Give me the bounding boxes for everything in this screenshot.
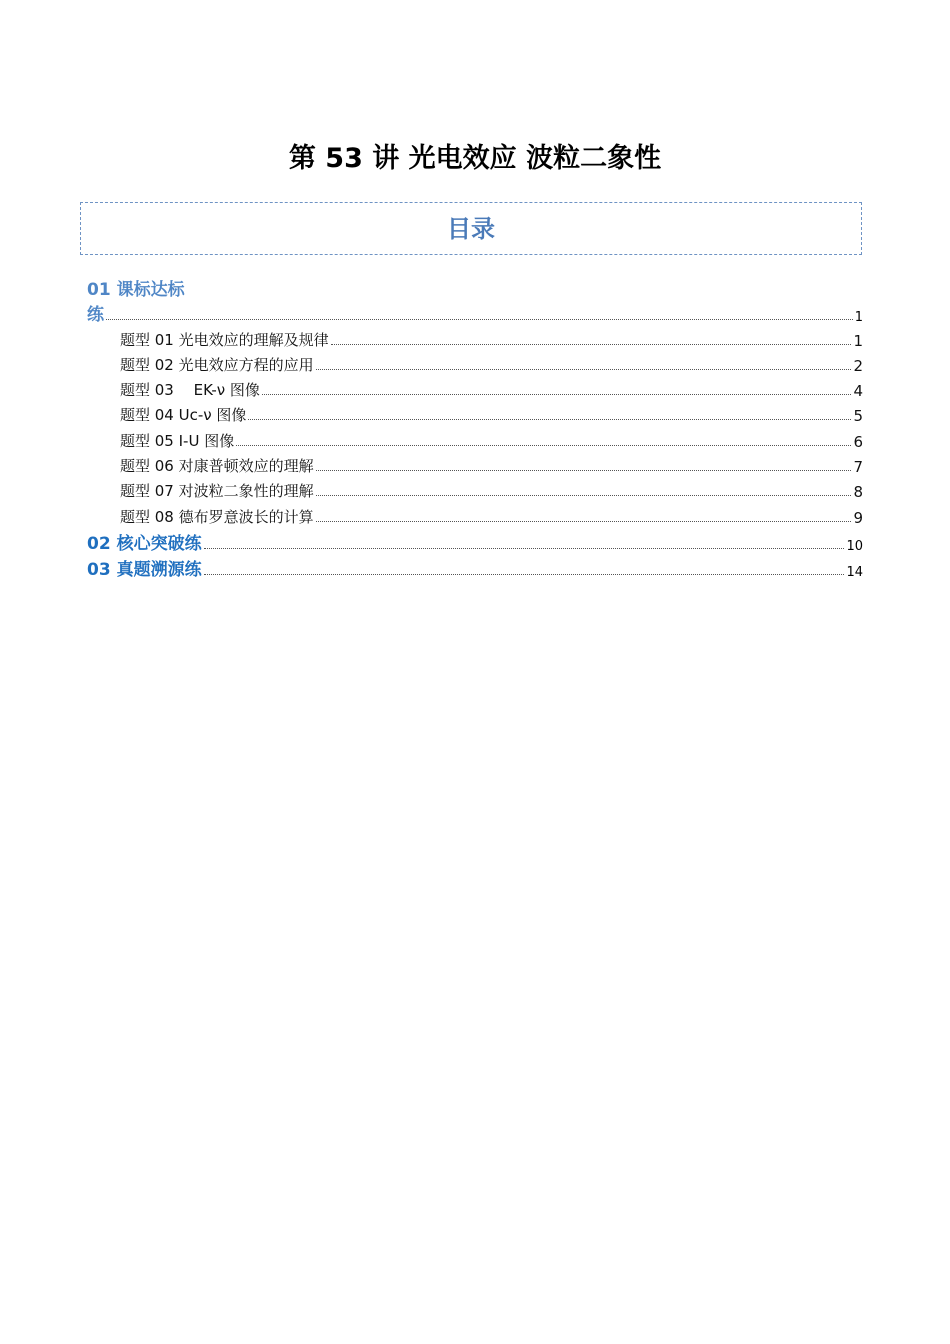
dot-leader (316, 495, 852, 496)
toc-item-label: 题型 05 I-U 图像 (120, 432, 235, 450)
toc-item-label: 题型 01 光电效应的理解及规律 (120, 331, 329, 349)
dot-leader (248, 419, 851, 420)
toc-page-number: 8 (853, 483, 863, 501)
toc-page-number: 14 (846, 565, 863, 580)
toc-item-label: 题型 07 对波粒二象性的理解 (120, 482, 314, 500)
dot-leader (204, 574, 845, 575)
toc-entry-section-1[interactable] (87, 303, 863, 325)
toc-page-number: 9 (853, 509, 863, 527)
toc-header-box (80, 202, 862, 255)
toc-section-2-label: 02 核心突破练 (87, 534, 202, 554)
toc-item-label: 题型 02 光电效应方程的应用 (120, 356, 314, 374)
dot-leader (236, 445, 851, 446)
dot-leader (106, 319, 853, 320)
toc-page-number: 5 (853, 407, 863, 425)
toc-section-1-label-line1[interactable]: 01 课标达标 (87, 280, 185, 300)
dot-leader (316, 470, 852, 471)
toc-page-number: 2 (853, 357, 863, 375)
toc-section-3-label: 03 真题溯源练 (87, 560, 202, 580)
toc-entry-item-4[interactable] (120, 403, 863, 425)
dot-leader (316, 521, 852, 522)
toc-item-label: 题型 03 EK-ν 图像 (120, 381, 260, 399)
toc-item-label: 题型 08 德布罗意波长的计算 (120, 508, 314, 526)
dot-leader (316, 369, 852, 370)
page-title: 第 53 讲 光电效应 波粒二象性 (288, 143, 662, 174)
dot-leader (331, 344, 852, 345)
toc-page-number: 10 (846, 539, 863, 554)
toc-page-number: 1 (853, 332, 863, 350)
dot-leader (262, 394, 852, 395)
toc-entry-item-5[interactable] (120, 429, 863, 451)
toc-entry-item-2[interactable] (120, 353, 863, 375)
toc-item-label: 题型 06 对康普顿效应的理解 (120, 457, 314, 475)
toc-entry-item-3[interactable] (120, 378, 863, 400)
toc-item-label: 题型 04 Uc-ν 图像 (120, 406, 247, 424)
toc-entry-item-1[interactable] (120, 328, 863, 350)
toc-heading: 目录 (447, 215, 495, 243)
toc-entry-item-8[interactable] (120, 505, 863, 527)
toc-entry-item-6[interactable] (120, 454, 863, 476)
toc-page-number: 6 (853, 433, 863, 451)
toc-page-number: 4 (853, 382, 863, 400)
toc-entry-section-2[interactable] (87, 530, 863, 554)
toc-page-number: 1 (854, 310, 863, 325)
toc-entry-section-3[interactable] (87, 556, 863, 580)
toc-section-1-label-line2: 练 (87, 305, 104, 325)
dot-leader (204, 548, 845, 549)
toc-page-number: 7 (853, 458, 863, 476)
toc-entry-item-7[interactable] (120, 479, 863, 501)
